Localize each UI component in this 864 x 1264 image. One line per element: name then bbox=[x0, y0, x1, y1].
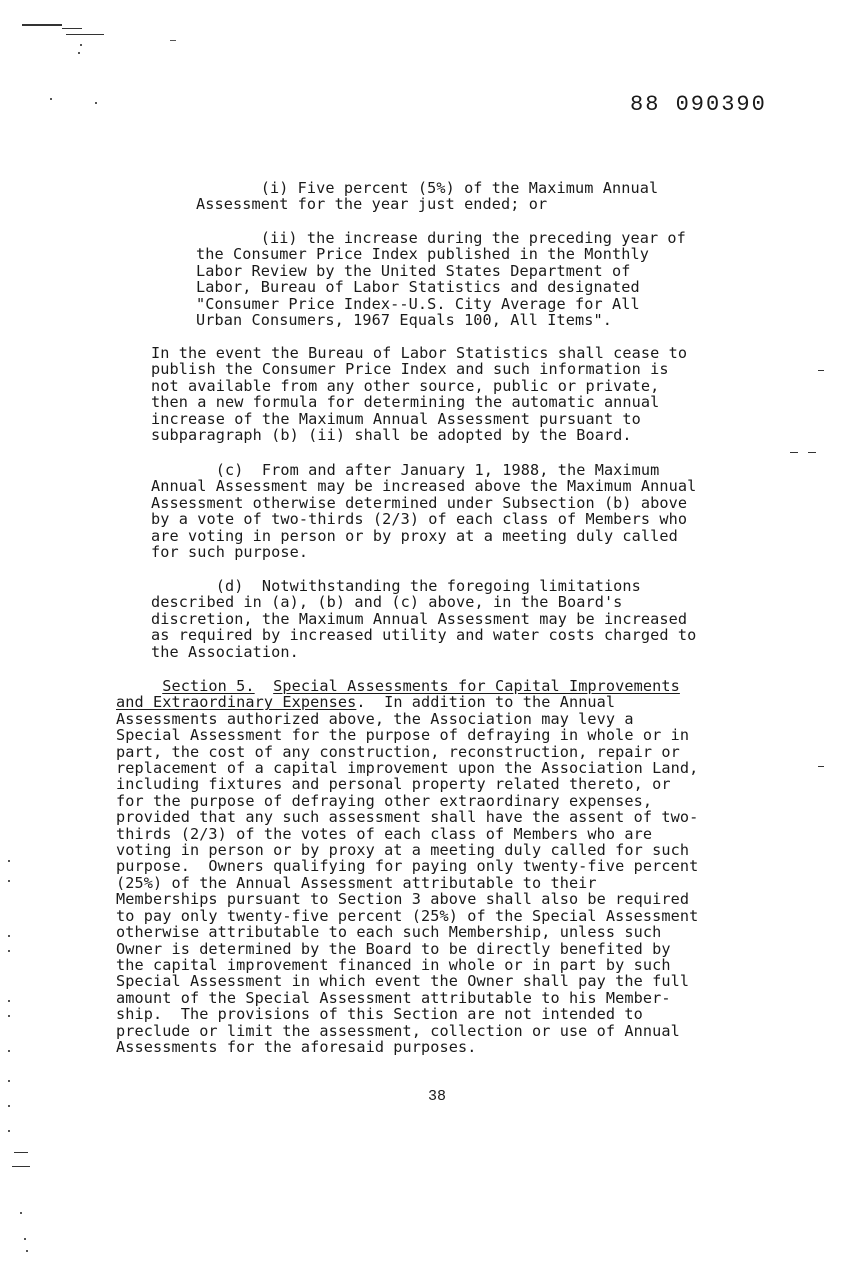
scan-mark bbox=[66, 34, 104, 35]
paragraph-ii: (ii) the increase during the preceding year of the Consumer Price Index published in the Monthly Labor Review by the United States Department of Labor, Bureau of Labor Statistics and designated "Consumer Price Index--U.S. City Average for All Urban Consumers, 1967 Equals 100, All Items". bbox=[196, 229, 686, 330]
scan-dot bbox=[50, 98, 52, 100]
scan-dot bbox=[8, 950, 10, 952]
scan-dot bbox=[8, 1000, 10, 1002]
paragraph-event: In the event the Bureau of Labor Statistics shall cease to publish the Consumer Price Index and such information is not available from any other source, public or private, then a new formula for determining the automatic annual increase of the Maximum Annual Assessment pursuant to subparagraph (b) (ii) shall be adopted by the Board. bbox=[151, 344, 688, 445]
scan-mark bbox=[818, 766, 824, 767]
scan-dot bbox=[8, 1015, 10, 1017]
scan-dot bbox=[8, 860, 10, 862]
paragraph-i: (i) Five percent (5%) of the Maximum Annual Assessment for the year just ended; or bbox=[196, 179, 659, 214]
paragraph-d: (d) Notwithstanding the foregoing limitations described in (a), (b) and (c) above, in the Board's discretion, the Maximum Annual Assessment may be increased as required by increased utility and water costs charged to the Association. bbox=[151, 577, 697, 661]
scan-mark bbox=[818, 370, 824, 371]
page-number: 38 bbox=[428, 1088, 447, 1105]
scan-mark bbox=[62, 28, 82, 29]
scan-mark bbox=[22, 24, 62, 26]
scan-dot bbox=[24, 1238, 26, 1240]
scan-mark bbox=[808, 452, 816, 453]
paragraph-c: (c) From and after January 1, 1988, the Maximum Annual Assessment may be increased above the Maximum Annual Assessment otherwise determined under Subsection (b) above by a vote of two-thirds (2/3) of each class of Members who are voting in person or by proxy at a meeting duly called for such purpose. bbox=[151, 461, 697, 562]
scan-dot bbox=[8, 1050, 10, 1052]
scan-dot bbox=[170, 40, 176, 41]
section-5-title: Special Assessments for Capital Improvements bbox=[273, 677, 680, 695]
scan-dot bbox=[8, 1080, 10, 1082]
scan-dot bbox=[26, 1250, 28, 1252]
scan-mark bbox=[14, 1152, 28, 1153]
scan-dot bbox=[95, 102, 97, 104]
section-5: Section 5. Special Assessments for Capital Improvements and Extraordinary Expenses. In addition to the Annual Assessments authorized above, the Association may levy a Special Assessment for the purpose of defraying in whole or in part, the cost of any construction, reconstruction, repair or replacement of a capital improvement upon the Association Land, including fixtures and personal property related thereto, or for the purpose of defraying other extraordinary expenses, provided that any such assessment shall have the assent of two- thirds (2/3) of the votes of each class of Members who are voting in person or by proxy at a meeting duly called for such purpose. Owners qualifying for paying only twenty-five percent (25%) of the Annual Assessment attributable to their Memberships pursuant to Section 3 above shall also be required to pay only twenty-five percent (25%) of the Special Assessment otherwise attributable to each such Membership, unless such Owner is determined by the Board to be directly benefited by the capital improvement financed in whole or in part by such Special Assessment in which event the Owner shall pay the full amount of the Special Assessment attributable to his Member- ship. The provisions of this Section are not intended to preclude or limit the assessment, collection or use of Annual Assessments for the aforesaid purposes. bbox=[116, 677, 699, 1056]
scan-mark bbox=[12, 1166, 30, 1167]
document-number: 88 090390 bbox=[630, 92, 767, 117]
scan-dot bbox=[8, 880, 10, 882]
scan-dot bbox=[20, 1212, 22, 1214]
scan-dot bbox=[78, 52, 80, 54]
scan-dot bbox=[8, 935, 10, 937]
scan-dot bbox=[80, 44, 82, 46]
section-5-label: Section 5. bbox=[162, 677, 255, 695]
scan-dot bbox=[8, 1105, 10, 1107]
scan-mark bbox=[790, 452, 798, 453]
scan-dot bbox=[8, 1130, 10, 1132]
section-5-title-cont: and Extraordinary Expenses bbox=[116, 693, 357, 712]
